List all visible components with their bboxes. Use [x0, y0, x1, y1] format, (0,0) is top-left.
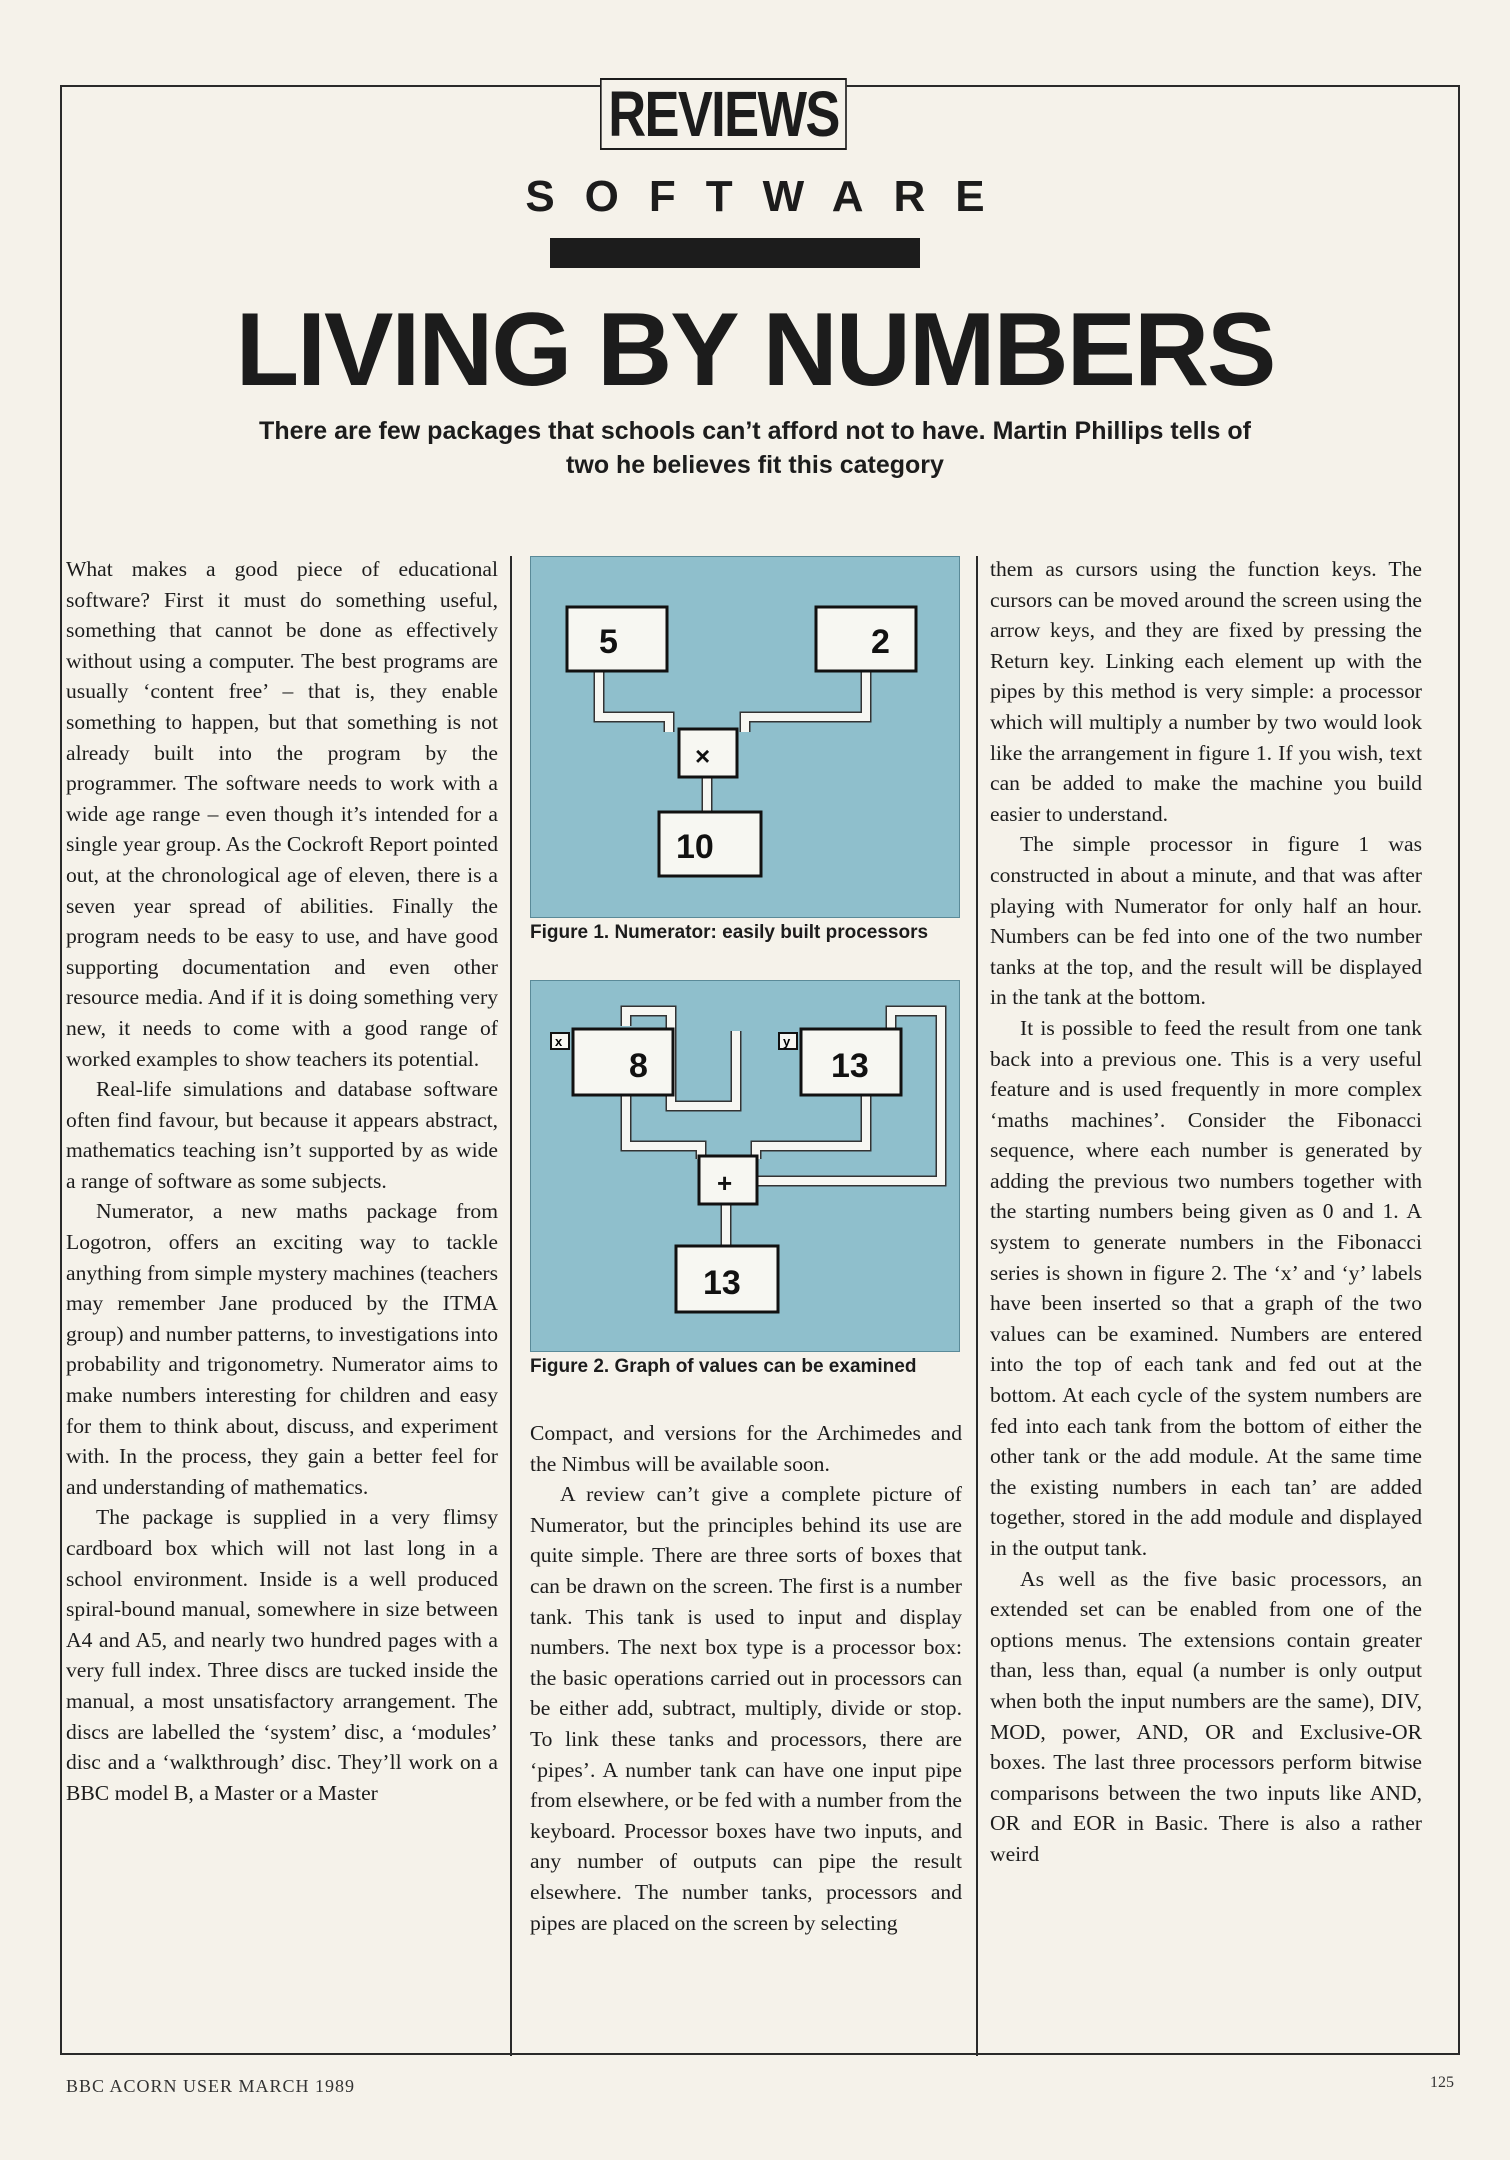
- processor-box: [679, 729, 737, 777]
- number-tank: [676, 1246, 778, 1312]
- paragraph: As well as the five basic processors, an extended set can be enabled from one of the options menus. The extensions contain greater than, less than, equal (a number is only output when both the input numbers are the same), DIV, MOD, power, AND, OR and Exclusive-OR boxes. The last three processors perform bitwise comparisons between the two inputs like AND, OR and EOR in Basic. There is also a rather weird: [990, 1566, 1422, 1866]
- footer-publication: BBC ACORN USER MARCH 1989: [66, 2076, 356, 2096]
- figure-1-caption: Figure 1. Numerator: easily built processors: [530, 922, 929, 943]
- standfirst: There are few packages that schools can’t afford not to have. Martin Phillips tells of two he believes fit this category: [259, 417, 1251, 479]
- section-bar: [550, 238, 920, 268]
- x-label: x: [555, 1034, 563, 1049]
- pipe: [756, 1091, 866, 1159]
- paragraph: Numerator, a new maths package from Logotron, offers an exciting way to tackle anything from simple mystery machines (teachers may remember Jane produced by the ITMA group) and number patterns, to investigations into probability and trigonometry. Numerator aims to make numbers interesting for children and easy for them to think about, discuss, and experiment with. In the process, they gain a better feel for and understanding of mathematics.: [66, 1199, 498, 1499]
- column-rule: [976, 556, 978, 2056]
- paragraph: The package is supplied in a very flimsy cardboard box which will not last long in a school environment. Inside is a well produced spiral-bound manual, somewhere in size between A4 and A5, and nearly two hundred pages with a very full index. Three discs are tucked inside the manual, a most unsatisfactory arrangement. The discs are labelled the ‘system’ disc, a ‘modules’ disc and a ‘walkthrough’ disc. They’ll work on a BBC model B, a Master or a Master: [66, 1505, 498, 1805]
- number-tank: [573, 1029, 673, 1095]
- pipe: [745, 667, 866, 732]
- number-tank: [659, 812, 761, 876]
- column-2: [530, 1418, 962, 1938]
- figure-2: [530, 980, 960, 1352]
- figure-2-diagram: [531, 981, 959, 1351]
- paragraph: Real-life simulations and database software often find favour, but because it appears abstract, mathematics teaching isn’t supported by as wide a range of software as some subjects.: [66, 1077, 498, 1193]
- page-number: 125: [1430, 2074, 1454, 2091]
- paragraph: What makes a good piece of educational software? First it must do something useful, something that cannot be done as effectively without using a computer. The best programs are usually ‘content free’ – that is, they enable something to happen, but that something is not already built into the program by the programmer. The software needs to work with a wide age range – even though it’s intended for a single year group. As the Cockroft Report pointed out, at the chronological age of eleven, there is a seven year spread of abilities. Finally the program needs to be easy to use, and have good supporting documentation and even other resource media. And if it is doing something very new, it needs to come with a good range of worked examples to show teachers its potential.: [66, 557, 498, 1071]
- paragraph: It is possible to feed the result from one tank back into a previous one. This is a very useful feature and is used frequently in more complex ‘maths machines’. Consider the Fibonacci sequence, where each number is generated by adding the previous two numbers together with the starting numbers being given as 0 and 1. A system to generate numbers in the Fibonacci series is shown in figure 2. The ‘x’ and ‘y’ labels have been inserted so that a graph of the two values can be examined. Numbers are entered into the top of each tank and fed out at the bottom. At each cycle of the system numbers are fed into each tank from the bottom of either the other tank or the add module. At the same time the existing numbers in each tan’ are added together, stored in the add module and displayed in the output tank.: [990, 1015, 1422, 1560]
- operator-symbol: ×: [695, 741, 711, 771]
- column-rule: [510, 556, 512, 2056]
- column-1: [66, 554, 498, 1808]
- number-tank: [816, 607, 916, 671]
- number-tank: [801, 1029, 901, 1095]
- column-3: [990, 554, 1422, 1870]
- tank-value: 13: [831, 1047, 869, 1085]
- tank-value: 5: [599, 623, 618, 661]
- operator-symbol: +: [717, 1168, 733, 1198]
- pipe: [599, 667, 669, 732]
- y-label: y: [783, 1034, 791, 1049]
- paragraph: Compact, and versions for the Archimedes and the Nimbus will be available soon.: [530, 1421, 962, 1476]
- figure-2-caption: Figure 2. Graph of values can be examined: [530, 1356, 917, 1377]
- figure-1: [530, 556, 960, 918]
- paragraph: The simple processor in figure 1 was constructed in about a minute, and that was after playing with Numerator for only half an hour. Numbers can be fed into one of the two number tanks at the top, and the result will be displayed in the tank at the bottom.: [990, 832, 1422, 1010]
- masthead: REVIEWS: [600, 78, 847, 150]
- paragraph: them as cursors using the function keys. The cursors can be moved around the screen using the arrow keys, and they are fixed by pressing the Return key. Linking each element up with the pipes by this method is very simple: a processor which will multiply a number by two would look like the arrangement in figure 1. If you wish, text can be added to make the machine you build easier to understand.: [990, 557, 1422, 826]
- tank-value: 2: [871, 623, 890, 661]
- paragraph: A review can’t give a complete picture of Numerator, but the principles behind its use are quite simple. There are three sorts of boxes that can be drawn on the screen. The first is a number tank. This tank is used to input and display numbers. The next box type is a processor box: the basic operations carried out in processors can be either add, subtract, multiply, divide or stop. To link these tanks and processors, there are ‘pipes’. A number tank can have one input pipe from elsewhere, or be fed with a number from the keyboard. Processor boxes have two inputs, and any number of outputs can pipe the result elsewhere. The number tanks, processors and pipes are placed on the screen by selecting: [530, 1482, 962, 1935]
- number-tank: [567, 607, 667, 671]
- article-title: LIVING BY NUMBERS: [235, 292, 1275, 408]
- tank-value: 13: [703, 1264, 741, 1302]
- processor-box: [699, 1156, 757, 1204]
- tank-value: 8: [629, 1047, 648, 1085]
- tank-value: 10: [676, 828, 714, 866]
- section-heading: SOFTWARE: [525, 172, 1015, 221]
- figure-1-diagram: [531, 557, 959, 917]
